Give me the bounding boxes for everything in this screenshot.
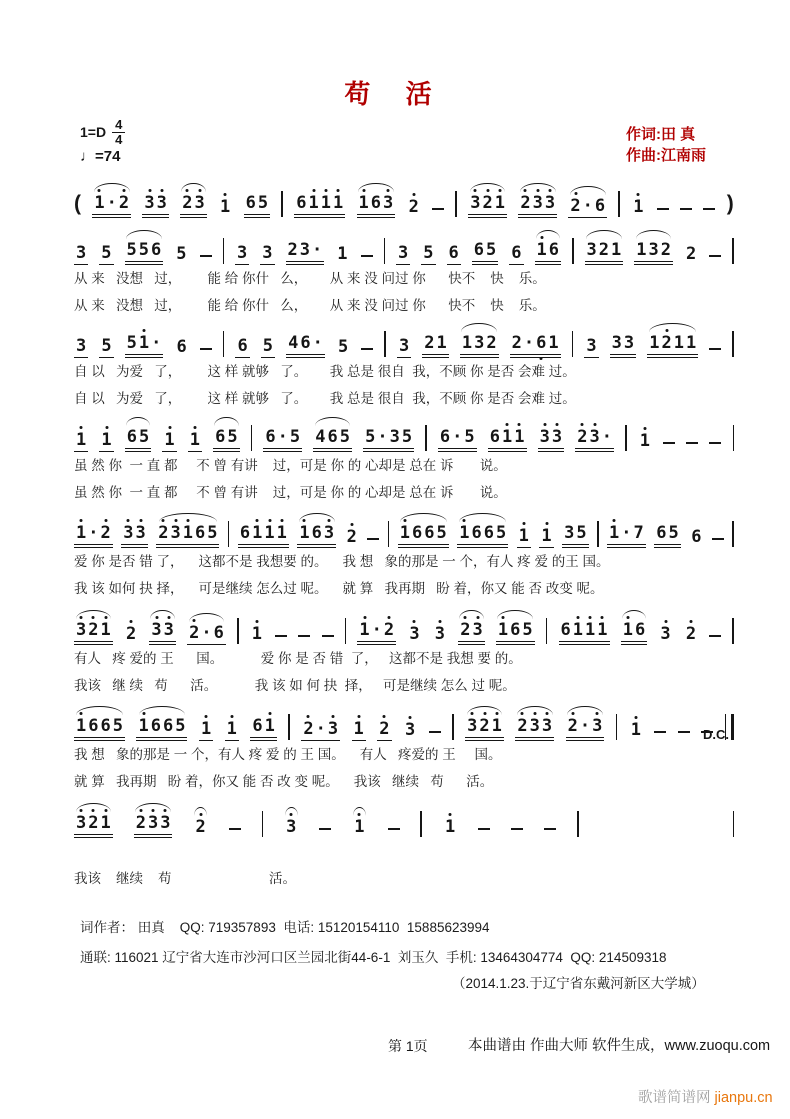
note-token: 1 <box>337 244 348 264</box>
note-token: 3 <box>76 336 87 356</box>
note-token: 1 <box>189 430 200 450</box>
composer-credit: 作曲:江南雨 <box>626 147 706 164</box>
barline <box>618 191 620 217</box>
dash-note <box>432 208 444 210</box>
note-token: 3 2 1 <box>468 195 507 218</box>
notation-system-4 <box>74 406 734 506</box>
note-row <box>74 599 734 645</box>
note-row <box>74 312 734 358</box>
barline <box>452 714 454 740</box>
note-token: 3 <box>398 243 409 263</box>
note-token: 1 <box>353 719 364 739</box>
footer-lyricist-contact: 词作者： 田真 QQ: 719357893 电话: 15120154110 15885623994 <box>80 920 490 935</box>
dash-note <box>275 635 287 637</box>
note-token: 3 5 <box>562 525 589 548</box>
note-token: 6 5 <box>472 242 499 265</box>
barline <box>616 714 618 740</box>
page-number: 第 1页 <box>388 1038 428 1054</box>
note-token: 2 3 <box>180 195 207 218</box>
intro-paren: ( <box>74 192 81 215</box>
note-token: 1 <box>518 526 529 546</box>
dash-note <box>703 208 715 210</box>
note-token: 1 <box>220 197 231 217</box>
note-token: 1 6 6 5 <box>398 525 449 548</box>
note-token: 5 · 3 5 <box>363 429 414 452</box>
barline <box>262 811 264 837</box>
notation-system-1 <box>74 172 734 218</box>
note-token: 1 <box>226 719 237 739</box>
note-token: 1 6 3 <box>297 525 336 548</box>
note-token: 6 <box>448 243 459 263</box>
barline <box>732 618 734 644</box>
note-token: 5 <box>101 243 112 263</box>
note-token: 5 <box>423 243 434 263</box>
barline <box>572 331 574 357</box>
notation-system-3 <box>74 312 734 412</box>
note-token: 5 <box>176 244 187 264</box>
note-token: 5 1 · <box>125 335 164 358</box>
dash-note <box>478 828 490 830</box>
note-token: 2 · 3 <box>303 719 339 739</box>
note-token: 2 3 1 6 5 <box>156 525 219 548</box>
note-token: 3 <box>398 336 410 356</box>
barline <box>281 191 283 217</box>
note-token: 2 <box>195 817 206 837</box>
lyric-line: 自 以 为爱 了， 这 样 就够 了。 我 总是 很自 我，不顾 你 是否 会难 过。 <box>74 364 576 379</box>
dash-note <box>709 442 721 444</box>
note-token: 5 5 6 <box>125 242 164 265</box>
note-token: 3 3 <box>149 622 176 645</box>
note-token: 1 <box>251 624 262 644</box>
note-token: 2 3 3 <box>518 195 557 218</box>
lyric-line: 爱 你 是否 错 了， 这都不是 我想要 的。 我 想 象的那是 一 个，有人 疼 爱 的王 国。 <box>74 554 610 569</box>
da-capo-label: D.C. <box>703 727 729 742</box>
key-label: 1=D <box>80 124 107 141</box>
note-token: 5 <box>262 336 274 356</box>
notation-system-5 <box>74 502 734 602</box>
note-token: 1 2 1 1 <box>647 335 698 358</box>
note-token: 2 <box>685 624 697 644</box>
barline <box>733 811 735 837</box>
note-token: 6 <box>511 243 522 263</box>
key-and-meter <box>80 118 125 146</box>
meter-denominator: 4 <box>115 131 123 147</box>
barline <box>625 425 627 451</box>
watermark-site-name: 歌谱简谱网 <box>638 1090 715 1106</box>
note-token: 2 3 · <box>286 242 325 265</box>
note-token: 3 3 <box>142 195 169 218</box>
footer-postal-contact: 通联: 116021 辽宁省大连市沙河口区兰园北街44-6-1 刘玉久 手机: 13464304774 QQ: 214509318 <box>80 950 667 965</box>
barline <box>345 618 347 644</box>
lyric-line: 我该 继续 苟 活。 <box>74 871 297 886</box>
dash-note <box>709 255 721 257</box>
barline <box>546 618 548 644</box>
note-token: 2 <box>346 527 357 547</box>
barline <box>384 331 386 357</box>
lyric-line: 我 想 象的那是 一 个，有人 疼 爱 的 王 国。 有人 疼爱的 王 国。 <box>74 747 502 762</box>
dash-note <box>429 731 441 733</box>
note-token: 5 <box>337 337 349 357</box>
note-token: 2 3 3 <box>134 815 173 838</box>
note-token: 2 <box>125 624 137 644</box>
note-token: 3 <box>586 336 597 356</box>
tempo-marking: ♩=74 <box>80 148 121 166</box>
lyric-line: 有人 疼 爱的 王 国。 爱 你 是 否 错 了， 这都不是 我想 要 的。 <box>74 651 522 666</box>
note-token: 1 <box>164 430 175 450</box>
dash-note <box>298 635 310 637</box>
lyric-line: 从 来 没想 过， 能 给 你什 么， 从 来 没 问过 你 快不 快 乐。 <box>74 298 546 313</box>
dash-note <box>367 538 379 540</box>
dash-note <box>686 442 698 444</box>
note-token: 1 3 2 <box>460 335 499 358</box>
note-token: 3 3 <box>538 429 565 452</box>
note-row <box>74 792 734 838</box>
watermark-site-url: jianpu.cn <box>714 1090 773 1106</box>
note-token: 6 1 1 <box>488 429 527 452</box>
dash-note <box>229 828 241 830</box>
note-token: 6 5 <box>125 429 152 452</box>
note-token: 1 6 5 <box>496 622 535 645</box>
note-token: 1 6 6 5 <box>457 525 508 548</box>
barline <box>384 238 386 264</box>
note-token: 6 <box>691 527 702 547</box>
generator-credit: 本曲谱由 作曲大师 软件生成，www.zuoqu.com <box>468 1038 771 1054</box>
dash-note <box>200 348 212 350</box>
intro-paren: ) <box>726 192 734 215</box>
barline <box>237 618 239 644</box>
note-token: 2 <box>379 719 390 739</box>
note-token: 6 · 5 <box>438 429 477 452</box>
barline <box>732 238 734 264</box>
note-token: 3 <box>262 243 273 263</box>
note-token: 3 3 <box>610 335 637 358</box>
note-token: 6 5 <box>213 429 240 452</box>
dash-note <box>709 635 721 637</box>
barline <box>288 714 290 740</box>
meter-numerator: 4 <box>112 118 125 133</box>
dash-note <box>709 348 721 350</box>
notation-system-6 <box>74 599 734 699</box>
note-token: 3 <box>409 624 420 644</box>
note-token: 2 3 · <box>575 429 614 452</box>
note-token: 1 6 6 5 <box>74 718 125 741</box>
note-token: 1 <box>541 526 552 546</box>
note-token: 2 3 <box>458 622 485 645</box>
notation-system-2 <box>74 219 734 319</box>
lyric-line: 自 以 为爱 了， 这 样 就够 了。 我 总是 很自 我，不顾 你 是否 会难 过。 <box>74 391 576 406</box>
barline <box>228 521 230 547</box>
note-token: 3 2 1 <box>74 815 113 838</box>
credits-block <box>626 124 706 166</box>
note-token: 6 1 <box>250 718 277 741</box>
note-token: 4 6 · <box>286 335 325 358</box>
note-token: 6 <box>237 336 248 356</box>
note-token: 6 5 <box>244 195 271 218</box>
lyric-line: 从 来 没想 过， 能 给 你什 么， 从 来 没 问过 你 快不 快 乐。 <box>74 271 546 286</box>
note-token: 3 <box>237 243 248 263</box>
note-token: 6 · 5 <box>263 429 302 452</box>
lyric-line: 我该 继 续 苟 活。 我 该 如 何 抉 择， 可是继续 怎么 过 呢。 <box>74 678 516 693</box>
note-row <box>74 406 734 452</box>
note-token: 6 1 1 1 <box>238 525 289 548</box>
dash-note <box>712 538 724 540</box>
footer-date-place: （2014.1.23.于辽宁省东戴河新区大学城） <box>452 976 705 991</box>
note-token: 3 2 1 <box>585 242 624 265</box>
note-token: 3 2 1 <box>465 718 504 741</box>
note-token: 3 <box>76 243 87 263</box>
note-token: 1 · 2 <box>92 195 131 218</box>
notation-system-8 <box>74 792 734 892</box>
time-signature <box>112 118 125 146</box>
notation-system-7 <box>74 695 734 795</box>
barline <box>577 811 579 837</box>
note-token: 1 6 <box>621 622 648 645</box>
note-token: 2 <box>408 197 419 217</box>
dash-note <box>319 828 331 830</box>
note-token: 1 <box>76 430 87 450</box>
note-row <box>74 695 734 741</box>
note-token: 3 <box>434 624 445 644</box>
dash-note <box>657 208 669 210</box>
note-token: 1 3 2 <box>634 242 673 265</box>
note-token: 3 <box>404 720 416 740</box>
barline <box>223 238 225 264</box>
lyric-line <box>74 838 734 865</box>
barline <box>455 191 457 217</box>
note-token: 5 <box>101 336 112 356</box>
note-token: 1 <box>101 430 112 450</box>
lyric-line: 我 该 如何 抉 择， 可是继续 怎么过 呢。 就 算 我再期 盼 着，你又 能 否 改变 呢。 <box>74 581 604 596</box>
barline <box>223 331 225 357</box>
dash-note <box>361 348 373 350</box>
barline <box>425 425 427 451</box>
dash-note <box>544 828 556 830</box>
song-title: 苟 活 <box>344 79 446 109</box>
note-token: 1 6 <box>535 242 562 265</box>
note-token: 6 1 1 1 <box>559 622 610 645</box>
note-token: 2 3 3 <box>515 718 554 741</box>
barline <box>420 811 422 837</box>
dash-note <box>511 828 523 830</box>
barline <box>733 425 735 451</box>
note-row <box>74 172 734 218</box>
barline <box>572 238 574 264</box>
note-token: 1 <box>633 197 644 217</box>
note-token: 3 <box>660 624 671 644</box>
note-row <box>74 502 734 548</box>
note-token: 3 2 1 <box>74 622 113 645</box>
note-token: 6 5 <box>654 525 681 548</box>
lyric-line: 虽 然 你 一 直 都 不 曾 有讲 过，可是 你 的 心却是 总在 诉 说。 <box>74 458 507 473</box>
lyric-line: 就 算 我再期 盼 着，你又 能 否 改 变 呢。 我该 继续 苟 活。 <box>74 774 494 789</box>
note-token: 1 <box>639 431 650 451</box>
note-token: 2 <box>686 244 697 264</box>
note-token: 1 <box>630 720 641 740</box>
barline <box>732 331 734 357</box>
note-token: 4 6 5 <box>313 429 352 452</box>
dash-note <box>200 255 212 257</box>
lyricist-credit: 作词:田 真 <box>626 126 696 143</box>
dash-note <box>680 208 692 210</box>
note-token: 6 1 1 1 <box>294 195 345 218</box>
note-token: 1 6 3 <box>357 195 396 218</box>
note-token: 1 6 6 5 <box>136 718 187 741</box>
dash-note <box>361 255 373 257</box>
note-token: 1 · 2 <box>74 525 113 548</box>
note-token: 1 <box>354 817 365 837</box>
note-token: 2 · 6 <box>189 623 224 643</box>
note-row <box>74 219 734 265</box>
note-token: 2 · 3 <box>566 718 605 741</box>
dash-note <box>678 731 690 733</box>
note-token: 2 · 6 1 <box>510 335 561 358</box>
barline <box>732 521 734 547</box>
lyric-line: 虽 然 你 一 直 都 不 曾 有讲 过，可是 你 的 心却是 总在 诉 说。 <box>74 485 507 500</box>
note-token: 2 1 <box>422 335 449 358</box>
barline <box>388 521 390 547</box>
dash-note <box>654 731 666 733</box>
dash-note <box>663 442 675 444</box>
watermark <box>638 1086 773 1107</box>
dash-note <box>322 635 334 637</box>
note-token: 1 <box>200 719 212 739</box>
note-token: 6 <box>176 337 187 357</box>
note-token: 1 <box>444 817 456 837</box>
note-token: 2 · 6 <box>570 196 606 216</box>
note-token: 3 3 <box>121 525 148 548</box>
key-signature-block <box>80 118 125 165</box>
barline <box>597 521 599 547</box>
barline <box>251 425 253 451</box>
dash-note <box>388 828 400 830</box>
note-token: 3 <box>286 817 297 837</box>
note-token: 1 · 2 <box>357 622 396 645</box>
note-token: 1 · 7 <box>607 525 646 548</box>
